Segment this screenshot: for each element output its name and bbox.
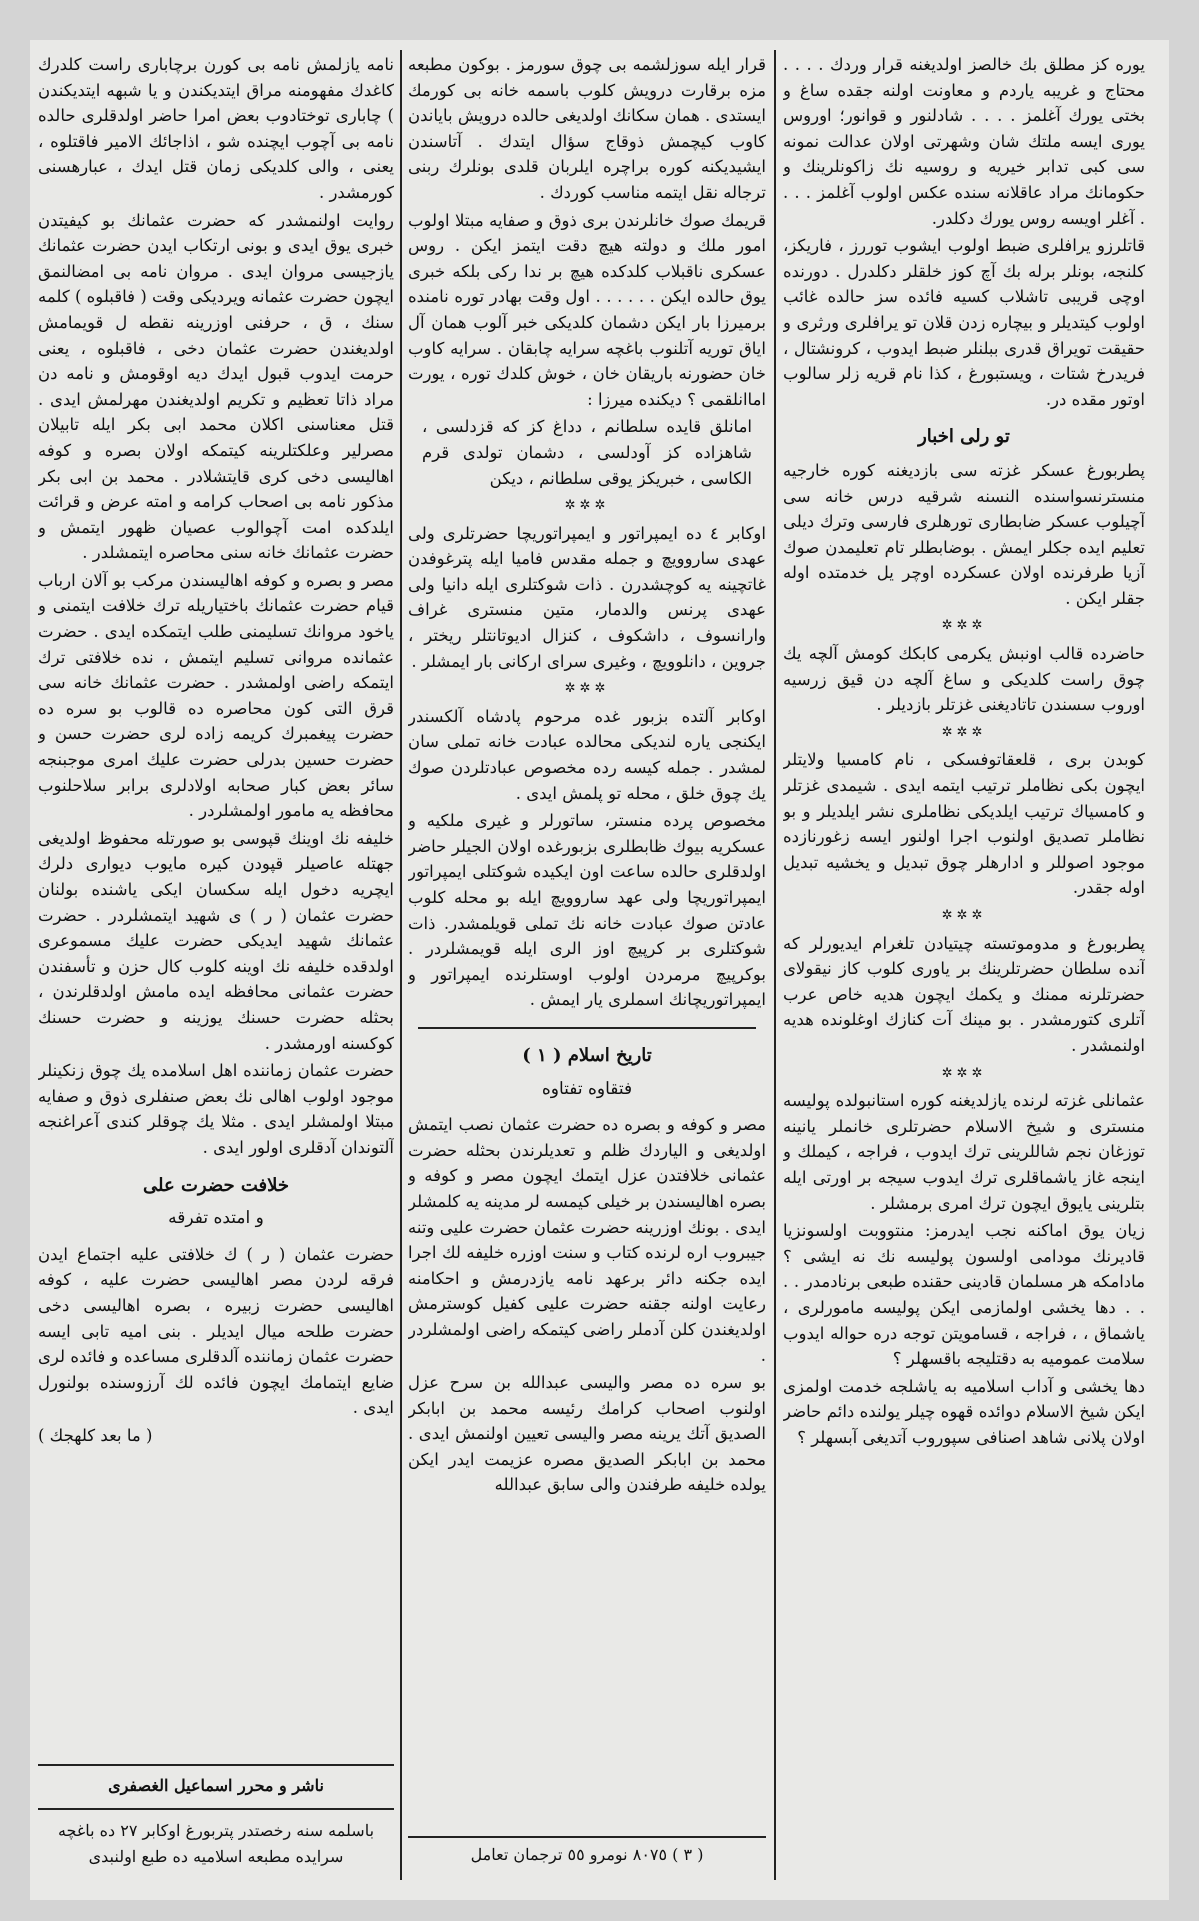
caliphate-subheading: و امتده تفرقه — [168, 1208, 264, 1229]
imprint-line: باسلمه سنه رخصتدر پتربورغ اوكابر ٢٧ ده باغچه سرايده مطبعه اسلاميه ده طبع اولنبدى — [57, 1821, 375, 1866]
history-paragraph: روايت اولنمشدر كه حضرت عثمانك بو كيفيتدن خبرى يوق ايدى و بونى ارتكاب ايدن حضرت عثمانك يازجيسى مروان ايدى . مروان نامه بى امضالنمق ايچون حضرت عثمانه ويرديكى وقت ( فاقبلوه ) كلمه سنك ، ق ، حرفنى اوزرينه نقطه ل قويمامش اولديغندن حضرت عثمان دخى ، فاقبلوه ، يعنى حرمت ايدوب قبول ايدك ديه اوقومش و نامه دن مراد ذاتا تعظيم و تكريم اولديغندن مهرلمش ايدى . قتل معناسنى اكلان محمد ابى بكر ايله تابيلان مصرلير وعلكتلرينه كيتمكه اولان بصره و كوفه اهاليسى دخى كرى قايتشلادر . محمد بن ابى بكر مذكور نامه بى اصحاب كرامه و امته عرض و قرائت ايلدكده امت آچوالوب عصيان ظهور ايتمش و حضرت عثمانك خانه سنى محاصره ايتمشلدر . — [38, 210, 394, 563]
history-section-subheading: فتقاوه تفتاوه — [541, 1078, 633, 1099]
column-right — [783, 52, 1145, 1882]
section-rule — [418, 1027, 756, 1029]
separator-ornament: ✲✲✲ — [564, 681, 610, 697]
article-paragraph: قاتلرزو يرافلرى ضبط اولوب ايشوب توررز ، فاريكز، كلنجه، بونلر برله بك آچ كوز خلقلر دكلدرل . دورنده اوچى قريبى تاشلاب كسيه فائده سز حالده غائب اولوب كيتديلر و بيچاره زدن قلان تو يرافلرى ورثرى و حقيقت تويراق قدرى ببلنلر ضبط ايدوب ، كرونشتال ، فريدرخ شتات ، ويستبورغ ، كذا نام قريه زلر سالوب اوتور مقده در. — [783, 236, 1145, 409]
history-paragraph: مصر و كوفه و بصره ده حضرت عثمان نصب ايتمش اولديغى و الياردك ظلم و تعديلرندن بحثله حضرت عثمانى خلافتدن عزل ايتمك ايچون مصر و كوفه و بصره اهاليسندن بر خيلى كيمسه لر مدينه يه كلمشلر ايدى . بونك اوزرينه حضرت عثمان حضرت عليى وتنه جيبروب اره لرنده كتاب و سنت اوزره خليفه لك اجرا ايده جكنه دائر برعهد نامه يازدرمش و احكامنه رعايت اولنه جقنه حضرت عليى كفيل كوسترمش اولديغندن كلن آدملر راضى كيتمكه راضى اولمشلردر . — [408, 1115, 766, 1365]
news-item: مخصوص پرده منستر، ساتورلر و غيرى ملكيه و عسكريه بيوك ظابطلرى بزبورغده اولان الجيلر حاضر اولدقلرى حالده ساعت اون ايكيده شوكتلى ايمپراتور ايمپراتوريچا ولى عهد ساروويچ ايله بو محله كلوب عادتن صوك عبادت خانه نك تملى قويلمشدر. ذات شوكتلرى بر كرپيچ اوز الرى ايله قويمشلردر . بوكرپيچ مرمردن اولوب اوستلرنده ايمپراتور و ايمپراتوريچانك اسملرى يار ايمش . — [408, 811, 766, 1010]
caliphate-heading: خلافت حضرت على — [143, 1174, 289, 1196]
history-paragraph: مصر و بصره و كوفه اهاليسندن مركب بو آلان ارباب قيام حضرت عثمانك باختياريله ترك خلافت ايتمنى و ياخود مروانك تسليمنى طلب ايتمكده ايدى . حضرت عثمانده مروانى تسليم ايتمش ، نده خلافتى ترك ايتمكه راضى اولمشدر . حضرت عثمانك خانه سى قرق التى كون محاصره ده قالوب بو سره ده حضرت پيغمبرك كريمه زاده لرى حضرت حسن و حضرت حسين بدرلى حضرت عليك امرى موجبنجه سائر بعض كبار صحابه اولادلرى برابر سلاحلنوب محافظه يه مامور اولمشلردر . — [38, 570, 394, 821]
publisher-rule-top — [38, 1764, 394, 1766]
news-item: كوبدن برى ، قلعقاتوفسكى ، نام كامسيا ولايتلر ايچون بكى نظاملر ترتيب ايتمه ايدى . شيمدى غزتلر و كامسياك ترتيب ايلديكى نظاملرى نشر ايلديلر و بو نظاملر تصديق اولنوب اجرا اولنور ايسه زغورنازده موجود اصوللر و ادارهلر چوق تبديل و يخشيه تبديل اوله جقدر. — [783, 750, 1145, 898]
page-colophon: ( ٣ ) ٨٠٧٥ نومرو ٥٥ ترجمان تعامل — [470, 1845, 704, 1864]
newspaper-page — [30, 40, 1169, 1900]
column-divider-right — [774, 50, 776, 1880]
news-section-heading: تو رلى اخبار — [918, 426, 1010, 448]
history-paragraph: حضرت عثمان ( ر ) ك خلافتى عليه اجتماع ايدن فرقه لردن مصر اهاليسى حضرت عليه ، كوفه اهاليسى حضرت زبيره ، بصره اهاليسى دخى حضرت طلحه ميال ايديلر . بنى اميه تابى ايسه حضرت عثمان زماننده آلدقلرى مساعده و فائده لرى ضايع ايتمامك ايچون فائده لك آرزوسنده بولنورل ايدى . — [38, 1244, 394, 1418]
history-paragraph: نامه يازلمش نامه بى كورن برچابارى راست كلدرك كاغدك مفهومنه مراق ايتديكندن و يا شبهه ايتديكندن ) چابارى توختادوب بعض امرا حاضر اولدقلرى حالده نامه بى آچوب ايچنده شو ، اذاجائك الامير فاقتلوه ، يعنى ، والى كلديكى زمان قتل ايدك ، عبارهسنى كورمشدر . — [38, 55, 394, 202]
history-paragraph: بو سره ده مصر واليسى عبدالله بن سرح عزل اولنوب اصحاب كرامك رئيسه محمد بن ابابكر الصديق آتك يرينه مصر واليسى تعيين اولنمش ايدى . محمد بن ابابكر الصديق مصره عزيمت ايدر ايكن يولده خليفه طرفندن والى سابق عبدالله — [408, 1373, 766, 1495]
news-item: پطربورغ و مدوموتسته چيتيادن تلغرام ايديورلر كه آنده سلطان حضرتلرينك بر ياورى كلوب كاز نيقولاى حضرتلرنه ممنك و يكمك ايچون هديه خاص عرب آتلرى كتورمشدر . بو مينك آت كنازك اوغلونده هديه اولنمشدر . — [783, 933, 1145, 1055]
colophon-rule — [408, 1836, 766, 1838]
separator-ornament: ✲✲✲ — [941, 1065, 987, 1081]
history-paragraph: حضرت عثمان زماننده اهل اسلامده يك چوق زنكينلر موجود اولوب اهالى نك بعض صنفلرى ذوق و صفايه مبتلا اولمشلر ايدى . مثلا يك چوقلر كندى آعراغنجه آلتوندان آدقلرى اولور ايدى . — [38, 1061, 394, 1157]
publisher-line: ناشر و محرر اسماعيل الغصفرى — [108, 1776, 324, 1795]
news-item: عثمانلى غزته لرنده يازلديغنه كوره استانبولده پوليسه منسترى و شيخ الاسلام حضرتلرى خانملر يانينه توزغان نجم شاللرينى ترك ايدوب ، فراجه ، كيملك و اينجه غاز ياشماقلرى ترك ايدوب سيجه بر اورتى ايله بتلرينى يايوق ايچون ترك امرى برمشلر . — [783, 1091, 1145, 1213]
history-paragraph: خليفه نك اوينك قپوسى بو صورتله محفوظ اولديغى جهتله عاصيلر قپودن كيره مايوب ديوارى دلرك ايچريه دخول ايله سكسان ايكى ياشنده بولنان حضرت عثمان ( ر ) ى شهيد ايتمشلردر . حضرت عثمانك شهيد ايديكى حضرت عليك مسموعرى اولدقده خليفه نك اوينه كلوب كال حزن و تأسفندن حضرت عثمانى محافظه ايده مامش اولدقلرندن ، بحثله حضرت حسنك يوزينه و حضرت حسنك كوكسنه اورمشدر . — [38, 828, 394, 1053]
verse-quote: امانلق قايده سلطانم ، دداغ كز كه قزدلسى ، شاهزاده كز آودلسى ، دشمان تولدى قرم الكاسى ، خبريكز يوقى سلطانم ، ديكن — [422, 417, 752, 488]
news-item: اوكابر آلتده بزبور غده مرحوم پادشاه آلكسندر ايكنجى ياره لنديكى محالده عبادت خانه تملى سان لمشدر . جمله كيسه رده مخصوص عبادتلردن صوك يك چوق خلق ، محله تو پلمش ايدى . — [408, 706, 766, 803]
news-item: دها يخشى و آداب اسلاميه به ياشلجه خدمت اولمزى ايكن شيخ الاسلام دوائده قهوه چيلر يولنده دائم حاضر اولان پلانى شاهد اصنافى سپوروب آتديغى آبسهلر ؟ — [783, 1376, 1145, 1447]
separator-ornament: ✲✲✲ — [564, 498, 610, 514]
article-continued-text: يوره كز مطلق بك خالصز اولديغنه قرار وردك . . . . محتاج و غريبه ياردم و معاونت اولنه جقده ساغ و بختى يورك آغلمز . . . . شادلنور و قوانور؛ اوروس يورى ايسه ملتك شان وشهرتى اولان عدالت نمونه سى كبى تدابر خيريه و روسيه نك زاكونلرينك و حكومانك مراد عاقلانه سنده عكس اولوب آغلمز . . . . آغلر اويسه روس يورك دكلدر. — [783, 55, 1145, 228]
story-paragraph: قريمك صوك خانلرندن برى ذوق و صفايه مبتلا اولوب امور ملك و دولته هيچ دقت ايتمز ايكن . روس عسكرى ناقبلاب كلدكده هيچ بر ندا ركى بلكه خبرى يوق حالده ايكن . . . . . . اول وقت بهادر توره نامنده برميرزا بار ايكن دشمان كلديكى خبر آلوب همان آل اياق توريه آتلنوب باغچه سرايه چابقان . سرايه كاوب خان حضورنه باريقان خان ، خوش كلدك توره ، يورت اماانلقمى ؟ ديكنده ميرزا : — [408, 210, 766, 409]
separator-ornament: ✲✲✲ — [941, 724, 987, 740]
news-item: حاضرده قالب اونبش يكرمى كابكك كومش آلچه يك چوق راست كلديكى و ساغ آلچه دن قيق زرسيه اوروب سسندن تاتاديغنى غزتلر بازديلر . — [783, 644, 1145, 715]
separator-ornament: ✲✲✲ — [941, 618, 987, 634]
news-item: پطربورغ عسكر غزته سى بازديغنه كوره خارجيه منسترنسواسنده النسنه شرقيه درس خانه سى آچيلوب عسكر ضابطارى تورهلرى فارسى وترك ديلى تعليم ايده جكلر ايمش . بوضابطلر تام تعليمدن صوك آزيا طرفرنده اولان عسكرده اوچر يل خدمتده اوله جقلر ايكن . — [783, 460, 1145, 608]
column-middle — [408, 52, 766, 1830]
story-paragraph: قرار ايله سوزلشمه بى چوق سورمز . بوكون مطبعه مزه برقارت درويش كلوب باسمه خانه بى كورمك ايستدى . همان سكانك اولديغى حالده درويش باياندن كاوب كيچمش ذوقاج سؤال ايتدك . آتاسندن ايشيديكنه كوره براچره ايلربان قلدى بونلرك ربنى ترجاله نقل ايتمه مناسب كوردك . — [408, 55, 766, 202]
column-left — [38, 52, 394, 1764]
news-item: زيان يوق اماكنه نجب ايدرمز: منتووبت اولسونزيا قاديرنك مودامى اولسون پوليسه نك نه ايشى ؟ مادامكه هر مسلمان قادينى حقنده طبعى برنادمدر . . . . دها يخشى اولمازمى ايكن پوليسه مامورلرى ، ياشماق ، ، فراجه ، قسامويتن توجه دره حواله ايدوب سلامت عموميه به دقتليجه باقسهلر ؟ — [783, 1221, 1145, 1369]
publisher-rule-bottom — [38, 1808, 394, 1810]
history-section-heading: تاريخ اسلام ( ۱ ) — [522, 1044, 652, 1066]
news-item: اوكابر ٤ ده ايمپراتور و ايمپراتوريچا حضرتلرى ولى عهدى ساروويچ و جمله مقدس فاميا ايله پترغوفدن غاتچينه يه كوچشدرن . ذات شوكتلرى ايله دانيا ولى عهدى پرنس والدمار، متين منسترى غراف وارانسوف ، داشكوف ، كنزال اديوتانتلر ريختر ، جروين ، دانلوويچ ، وغيرى سراى اركانى بار ايمشلر . — [408, 523, 766, 671]
column-divider-left — [400, 50, 402, 1880]
to-be-continued-note: ( ما بعد كلهجك ) — [38, 1425, 153, 1445]
separator-ornament: ✲✲✲ — [941, 908, 987, 923]
